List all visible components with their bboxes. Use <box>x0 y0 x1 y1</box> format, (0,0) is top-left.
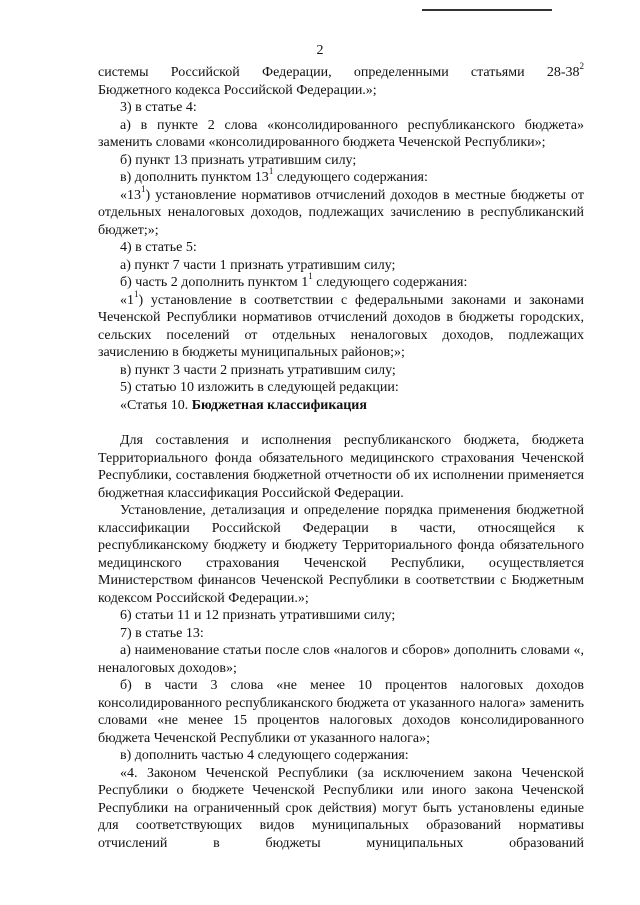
paragraph-text: системы Российской Федерации, определенными статьями 28-38 <box>98 65 580 80</box>
paragraph <box>98 747 584 765</box>
paragraph <box>98 362 584 380</box>
paragraph-text: в) пункт 3 части 2 признать утратившим силу; <box>120 362 396 378</box>
paragraph-text-tail: следующего содержания: <box>273 170 428 185</box>
paragraph <box>98 166 584 187</box>
paragraph-text: 4) в статье 5: <box>120 240 197 255</box>
paragraph <box>98 677 584 747</box>
paragraph-text: «4. Законом Чеченской Республики (за исключением закона Чеченской Республики о бюджете Чеченской Республики или иного закона Чеченской Республики на ограниченный срок действия) могут быть установлены единые для соответствующих видов муниципальных образований нормативы отчислений в бюджеты муниципальных образований <box>98 765 584 851</box>
paragraph-text: б) часть 2 дополнить пунктом 1 <box>120 275 309 290</box>
paragraph <box>98 625 584 643</box>
paragraph-text: Бюджетного кодекса Российской Федерации.»; <box>98 82 377 98</box>
paragraph-text: «Статья 10. <box>120 397 192 413</box>
paragraph-text: б) в части 3 слова «не менее 10 процентов налоговых доходов консолидированного республиканского бюджета от указанного налога» заменить словами «не менее 15 процентов налоговых доходов консолидированного бюджета Чеченской Республики от указанного налога»; <box>98 678 584 746</box>
paragraph-text: 3) в статье 4: <box>120 100 197 115</box>
article-heading: Бюджетная классификация <box>191 397 367 413</box>
paragraph <box>98 117 584 152</box>
paragraph <box>98 607 584 625</box>
paragraph <box>98 271 584 292</box>
paragraph-text: «1 <box>120 292 134 308</box>
header-rule <box>422 9 552 11</box>
page-number: 2 <box>316 43 324 58</box>
paragraph-text: 6) статьи 11 и 12 признать утратившими силу; <box>120 608 396 623</box>
document-body <box>98 61 584 852</box>
paragraph <box>98 99 584 117</box>
paragraph <box>98 239 584 257</box>
paragraph-text-tail: ) установление в соответствии с федеральными законами и законами Чеченской Республики нормативов отчислений доходов в бюджеты городских, сельских поселений от отдельных неналоговых доходов, подлежащих зачислению в бюджеты муниципальных районов;»; <box>98 292 584 360</box>
paragraph-text-tail: ) установление нормативов отчислений доходов в местные бюджеты от отдельных неналоговых доходов, подлежащих зачислению в республиканский бюджет;»; <box>98 187 584 238</box>
paragraph-text: в) дополнить частью 4 следующего содержания: <box>120 748 409 763</box>
paragraph <box>98 502 584 607</box>
paragraph-text: а) в пункте 2 слова «консолидированного республиканского бюджета» заменить словами «консолидированного бюджета Чеченской Республики»; <box>98 117 584 150</box>
paragraph <box>98 82 584 100</box>
paragraph-text: а) пункт 7 части 1 признать утратившим силу; <box>120 257 396 273</box>
paragraph <box>98 61 584 82</box>
paragraph-text: в) дополнить пунктом 13 <box>120 170 269 185</box>
paragraph-text: б) пункт 13 признать утратившим силу; <box>120 152 357 168</box>
paragraph-text: Установление, детализация и определение порядка применения бюджетной классификации Российской Федерации в части, относящейся к республиканскому бюджету и бюджету Территориального фонда обязательного медицинского страхования Чеченской Республики, осуществляется Министерством финансов Чеченской Республики в соответствии с Бюджетным кодексом Российской Федерации.»; <box>98 503 584 606</box>
paragraph <box>98 257 584 275</box>
paragraph-text: «13 <box>120 187 141 203</box>
paragraph-text: 7) в статье 13: <box>120 625 204 641</box>
superscript: 1 <box>308 271 313 282</box>
paragraph <box>98 152 584 170</box>
paragraph <box>98 183 584 240</box>
paragraph-text: Для составления и исполнения республиканского бюджета, бюджета Территориального фонда обязательного медицинского страхования Чеченской Республики, составления бюджетной отчетности об их исполнении применяется бюджетная классификация Российской Федерации. <box>98 433 584 501</box>
paragraph <box>98 765 584 853</box>
superscript: 1 <box>141 183 146 194</box>
paragraph <box>98 288 584 362</box>
superscript: 1 <box>268 166 274 177</box>
superscript: 2 <box>579 61 584 72</box>
paragraph <box>98 642 584 677</box>
paragraph-text: а) наименование статьи после слов «налогов и сборов» дополнить словами «, неналоговых доходов»; <box>98 643 584 676</box>
paragraph <box>98 379 584 397</box>
paragraph-text: 5) статью 10 изложить в следующей редакции: <box>120 380 399 395</box>
paragraph <box>98 432 584 502</box>
paragraph <box>98 397 584 415</box>
paragraph-text-tail: следующего содержания: <box>312 275 468 290</box>
superscript: 1 <box>134 288 139 299</box>
